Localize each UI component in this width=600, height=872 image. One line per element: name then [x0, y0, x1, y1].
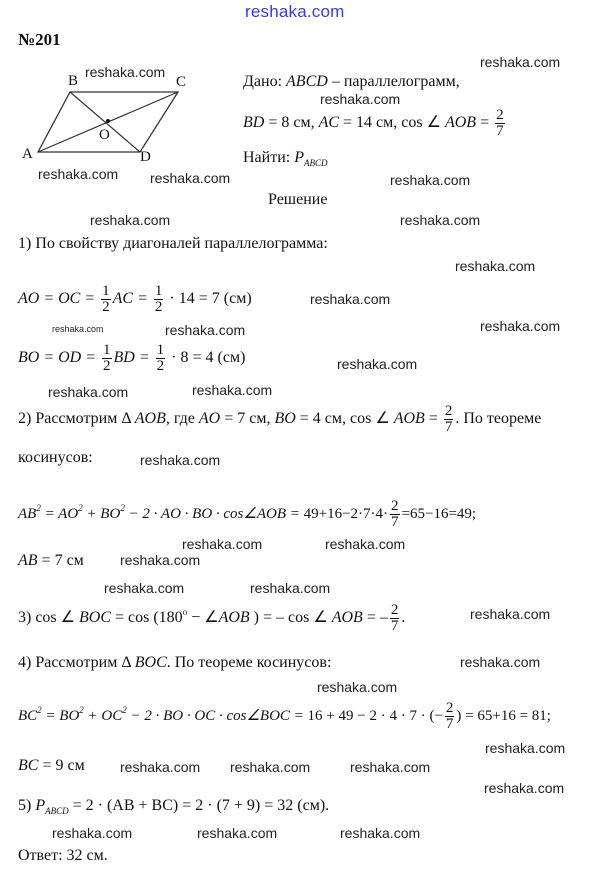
text: = — [480, 114, 490, 132]
text: AB — [18, 506, 37, 522]
point-o — [106, 119, 110, 123]
text: + OC — [87, 708, 123, 724]
step-5 — [18, 796, 329, 821]
exponent: 2 — [37, 705, 42, 715]
watermark: reshaka.com — [85, 64, 166, 80]
degree: o — [182, 607, 188, 617]
watermark: reshaka.com — [455, 258, 536, 274]
text: BO = OD = — [18, 349, 97, 367]
watermark: reshaka.com — [484, 780, 565, 796]
denominator: 2 — [103, 358, 111, 374]
watermark: reshaka.com — [250, 580, 331, 596]
watermark: reshaka.com — [48, 384, 129, 400]
watermark: reshaka.com — [38, 166, 119, 182]
text: = 7 см, — [224, 410, 271, 428]
watermark: reshaka.com — [320, 91, 401, 107]
watermark: reshaka.com — [480, 54, 561, 70]
text: 3) cos ∠ — [18, 609, 75, 626]
watermark: reshaka.com — [460, 654, 541, 670]
denominator: 7 — [496, 123, 504, 139]
fraction — [102, 343, 112, 374]
text: AC = — [112, 290, 148, 308]
step-4-result — [18, 756, 85, 776]
fraction — [390, 499, 400, 530]
solution-heading: Решение — [268, 191, 328, 208]
var: BC — [18, 757, 39, 774]
var: BD — [243, 114, 265, 132]
watermark: reshaka.com — [480, 318, 561, 334]
step-4-eq — [18, 700, 551, 732]
watermark: reshaka.com — [340, 825, 421, 841]
exponent: 2 — [36, 503, 41, 513]
exponent: 2 — [122, 705, 127, 715]
watermark: reshaka.com — [90, 212, 171, 228]
label-d: D — [140, 149, 151, 165]
denominator: 7 — [390, 617, 399, 634]
watermark: reshaka.com — [325, 536, 406, 552]
text: = — [428, 410, 438, 428]
var: AO — [198, 410, 221, 428]
given-values — [243, 108, 507, 139]
watermark: reshaka.com — [182, 536, 263, 552]
var: AC — [318, 114, 340, 132]
text: = BO — [45, 708, 80, 724]
step-2-eq — [18, 498, 476, 530]
watermark: reshaka.com — [310, 291, 391, 307]
text: · 14 = 7 (см) — [169, 290, 252, 308]
step-1-eq-2 — [18, 343, 245, 374]
subscript: ABCD — [45, 806, 69, 816]
watermark: reshaka.com — [230, 759, 311, 775]
text: ) = 65+16 = 81; — [456, 708, 551, 724]
watermark: reshaka.com — [485, 740, 566, 756]
find-label: Найти: — [243, 149, 291, 166]
text: . По теореме косинусов: — [166, 654, 332, 671]
answer: Ответ: 32 см. — [18, 847, 108, 864]
given-label: Дано: — [243, 73, 283, 90]
var: AB — [18, 552, 38, 569]
denominator: 2 — [102, 299, 110, 315]
watermark: reshaka.com — [400, 212, 481, 228]
var: AOB — [444, 114, 477, 132]
numerator: 1 — [154, 283, 163, 299]
fraction — [154, 284, 164, 315]
numerator: 2 — [390, 601, 399, 618]
denominator: 7 — [391, 514, 399, 531]
var: AOB — [218, 609, 250, 626]
text: = 9 см — [42, 757, 85, 774]
text: BC — [18, 708, 38, 724]
header-watermark[interactable]: reshaka.com — [245, 2, 345, 21]
text: = – — [366, 609, 388, 626]
numerator: 2 — [496, 107, 504, 123]
var: BOC — [134, 654, 167, 671]
var: P — [35, 797, 46, 814]
text: 16 + 49 − 2 · 4 · 7 · (− — [307, 708, 443, 724]
var: AOB — [393, 410, 425, 428]
watermark: reshaka.com — [140, 452, 221, 468]
text: = 7 см — [41, 552, 84, 569]
text: = 2 · (AB + BC) = 2 · (7 + 9) = 32 (см). — [72, 797, 330, 814]
label-o: O — [99, 127, 110, 143]
label-c: C — [176, 74, 187, 90]
fraction — [390, 603, 400, 634]
text: 49+16−2·7·4· — [303, 506, 389, 522]
watermark: reshaka.com — [165, 322, 246, 338]
text: ) = – cos ∠ — [253, 609, 328, 626]
step-2-text-cont: косинусов: — [18, 449, 93, 466]
text: + BO — [86, 506, 121, 522]
numerator: 1 — [156, 342, 165, 358]
denominator: 2 — [154, 299, 163, 315]
watermark: reshaka.com — [52, 324, 104, 334]
exponent: 2 — [79, 705, 84, 715]
watermark: reshaka.com — [197, 825, 278, 841]
var: AOB — [331, 609, 363, 626]
watermark: reshaka.com — [120, 552, 201, 568]
text: = 14 см, cos ∠ — [343, 114, 441, 132]
step-1-eq-1 — [18, 284, 252, 315]
watermark: reshaka.com — [150, 170, 231, 186]
fraction — [445, 701, 455, 732]
text: 2) Рассмотрим Δ — [18, 410, 131, 428]
text: . По теореме — [455, 410, 542, 428]
given-text: – параллелограмм, — [331, 73, 460, 90]
text: 5) — [18, 797, 32, 814]
denominator: 7 — [445, 716, 454, 733]
text: =65−16=49; — [401, 506, 477, 522]
fraction — [444, 404, 454, 435]
step-1-text: 1) По свойству диагоналей параллелограмма: — [18, 235, 328, 252]
given-line — [243, 72, 460, 92]
step-3 — [18, 602, 405, 634]
text: = AO — [44, 506, 79, 522]
watermark: reshaka.com — [192, 382, 273, 398]
watermark: reshaka.com — [470, 606, 551, 622]
numerator: 2 — [444, 403, 453, 419]
watermark: reshaka.com — [390, 172, 471, 188]
text: − ∠ — [191, 609, 219, 626]
watermark: reshaka.com — [120, 759, 201, 775]
watermark: reshaka.com — [52, 825, 133, 841]
text: − 2 · AO · BO · cos∠AOB = — [128, 506, 300, 522]
fraction — [495, 108, 505, 139]
label-b: B — [68, 73, 79, 89]
text: · 8 = 4 (см) — [171, 349, 246, 367]
text: − 2 · BO · OC · cos∠BOC = — [130, 708, 304, 724]
step-2-text — [18, 404, 541, 435]
fraction — [101, 284, 111, 315]
watermark: reshaka.com — [104, 580, 185, 596]
watermark: reshaka.com — [337, 356, 418, 372]
var: P — [294, 149, 304, 166]
watermark: reshaka.com — [317, 679, 398, 695]
numerator: 1 — [103, 342, 111, 358]
step-2-result — [18, 551, 84, 571]
text: , где — [165, 410, 195, 428]
problem-number: №201 — [18, 30, 61, 49]
text: AO = OC = — [18, 290, 96, 308]
numerator: 2 — [391, 498, 399, 515]
fraction — [156, 343, 166, 374]
var: AOB — [134, 410, 166, 428]
var: BO — [274, 410, 296, 428]
subscript: ABCD — [304, 158, 328, 168]
watermark: reshaka.com — [350, 759, 431, 775]
label-a: A — [22, 146, 33, 162]
var: BOC — [79, 609, 111, 626]
denominator: 2 — [156, 358, 165, 374]
text: = 8 см, — [268, 114, 315, 132]
denominator: 7 — [444, 419, 453, 435]
numerator: 1 — [102, 283, 110, 299]
figure-name: ABCD — [286, 73, 328, 90]
text: = cos (180 — [115, 609, 183, 626]
text: . — [401, 609, 406, 626]
exponent: 2 — [120, 503, 125, 513]
exponent: 2 — [78, 503, 83, 513]
find-line — [243, 148, 328, 173]
step-4-text — [18, 653, 331, 673]
text: 4) Рассмотрим Δ — [18, 654, 131, 671]
text: = 4 см, cos ∠ — [299, 410, 390, 428]
text: BD = — [113, 349, 150, 367]
numerator: 2 — [445, 700, 454, 717]
